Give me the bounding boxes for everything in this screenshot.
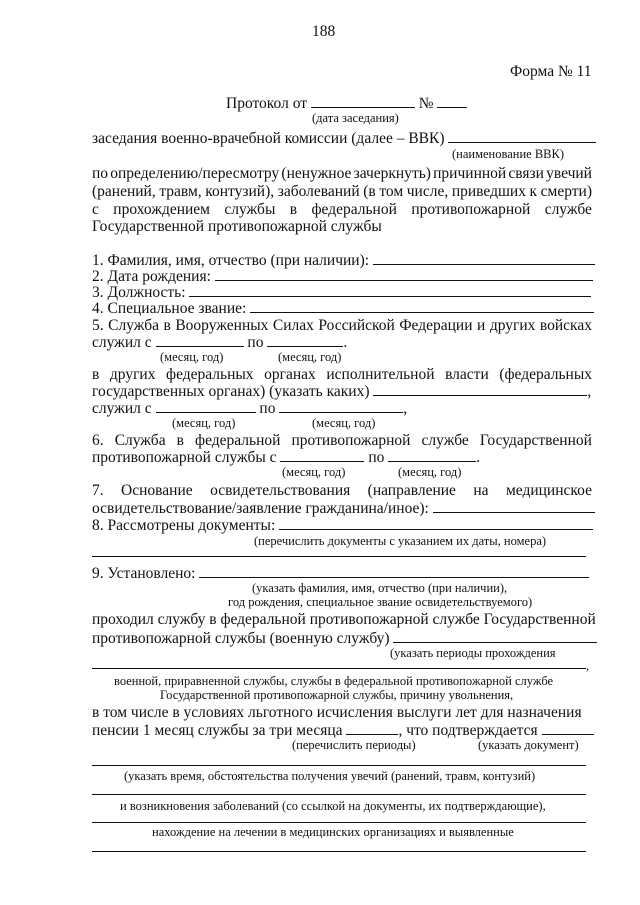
other-bodies-from-field[interactable] — [156, 400, 256, 413]
preferential-line-1: в том числе в условиях льготного исчисления выслуги лет для назначения — [92, 704, 582, 721]
served-fps-line-1: проходил службу в федеральной противопожарной службе Государственной — [92, 611, 596, 628]
injury-line[interactable] — [92, 765, 586, 766]
vvk-name-field[interactable] — [448, 130, 596, 143]
protocol-from-label: Протокол от — [226, 95, 308, 112]
fio-field[interactable] — [373, 252, 595, 265]
purpose-line-4: Государственной противопожарной службы — [92, 218, 382, 235]
month-year-hint: (месяц, год) — [312, 416, 376, 430]
other-bodies-period: служил с по , — [92, 400, 408, 417]
protocol-title — [226, 95, 467, 112]
established-field[interactable] — [199, 565, 589, 578]
fps-from-field[interactable] — [280, 449, 364, 462]
final-line[interactable] — [92, 851, 586, 852]
service-periods-extra-line[interactable] — [92, 668, 586, 669]
other-bodies-line-1: в других федеральных органах исполнительной власти (федеральных — [92, 366, 592, 383]
item-birth-date: 2. Дата рождения: — [92, 268, 593, 285]
basis-line-2: освидетельствование/заявление гражданина/иное): — [92, 500, 595, 517]
meeting-line — [92, 130, 596, 147]
month-year-hint: (месяц, год) — [282, 465, 346, 479]
documents-hint: (перечислить документы с указанием их даты, номера) — [254, 534, 547, 548]
protocol-number-field[interactable] — [437, 95, 467, 108]
birth-date-field[interactable] — [215, 268, 593, 281]
item-position: 3. Должность: — [92, 284, 591, 301]
item-basis: 7. Основание освидетельствования (направление на медицинское — [92, 482, 592, 499]
fps-to-field[interactable] — [388, 449, 476, 462]
preferential-line-2: пенсии 1 месяц службы за три месяца , что подтверждается — [92, 722, 594, 739]
other-bodies-line-2: государственных органах) (указать каких) , — [92, 383, 592, 400]
fps-service-period: противопожарной службы с по . — [92, 449, 481, 466]
item-fps-service: 6. Служба в федеральной противопожарной службе Государственной — [92, 432, 592, 449]
periods-hint-3: Государственной противопожарной службы, причину увольнения, — [160, 688, 514, 702]
form-number: Форма № 11 — [510, 63, 592, 80]
periods-hint-2: военной, приравненной службы, службы в федеральной противопожарной службе — [114, 674, 554, 688]
armed-forces-to-field[interactable] — [267, 334, 343, 347]
treatment-line[interactable] — [92, 822, 586, 823]
vvk-name-hint: (наименование ВВК) — [452, 147, 564, 161]
number-sign: № — [418, 95, 434, 112]
periods-hint: (указать периоды прохождения — [390, 646, 556, 660]
document-hint: (указать документ) — [478, 738, 579, 752]
purpose-line-3: с прохождением службы в федеральной противопожарной службе — [92, 201, 592, 218]
disease-hint: и возникновения заболеваний (со ссылкой на документы, их подтверждающие), — [120, 799, 546, 813]
other-bodies-to-field[interactable] — [279, 400, 403, 413]
service-periods-field[interactable] — [393, 630, 597, 643]
disease-line[interactable] — [92, 794, 586, 795]
month-year-hint: (месяц, год) — [278, 350, 342, 364]
confirming-document-field[interactable] — [542, 722, 594, 735]
item-fio: 1. Фамилия, имя, отчество (при наличии): — [92, 252, 595, 269]
position-field[interactable] — [189, 284, 591, 297]
armed-forces-from-field[interactable] — [156, 334, 244, 347]
established-hint-1: (указать фамилия, имя, отчество (при наличии), — [252, 581, 508, 595]
treatment-hint: нахождение на лечении в медицинских организациях и выявленные — [152, 825, 514, 839]
basis-field[interactable] — [433, 500, 595, 513]
meeting-date-field[interactable] — [311, 95, 415, 108]
documents-extra-line[interactable] — [92, 556, 586, 557]
date-hint: (дата заседания) — [312, 111, 399, 125]
comma: , — [586, 659, 590, 673]
served-fps-line-2: противопожарной службы (военную службу) — [92, 630, 597, 647]
purpose-line-2: (ранений, травм, контузий), заболеваний (в том числе, приведших к смерти) — [92, 183, 592, 200]
armed-forces-period: служил с по . — [92, 334, 348, 351]
established-hint-2: год рождения, специальное звание освидетельствуемого) — [228, 595, 533, 609]
preferential-periods-field[interactable] — [346, 722, 398, 735]
page-number: 188 — [312, 23, 336, 40]
item-established: 9. Установлено: — [92, 565, 589, 582]
meeting-label: заседания военно-врачебной комиссии (далее – ВВК) — [92, 130, 445, 147]
month-year-hint: (месяц, год) — [398, 465, 462, 479]
month-year-hint: (месяц, год) — [172, 416, 236, 430]
month-year-hint: (месяц, год) — [160, 350, 224, 364]
item-documents: 8. Рассмотрены документы: — [92, 517, 593, 534]
item-rank: 4. Специальное звание: — [92, 300, 594, 317]
rank-field[interactable] — [250, 300, 594, 313]
purpose-line-1: по определению/пересмотру (ненужное зачеркнуть) причинной связи увечий — [92, 165, 592, 182]
documents-field[interactable] — [279, 517, 593, 530]
other-bodies-field[interactable] — [373, 383, 587, 396]
injury-hint: (указать время, обстоятельства получения увечий (ранений, травм, контузий) — [124, 769, 536, 783]
item-armed-forces: 5. Служба в Вооруженных Силах Российской Федерации и других войсках — [92, 317, 592, 334]
list-periods-hint: (перечислить периоды) — [292, 738, 416, 752]
